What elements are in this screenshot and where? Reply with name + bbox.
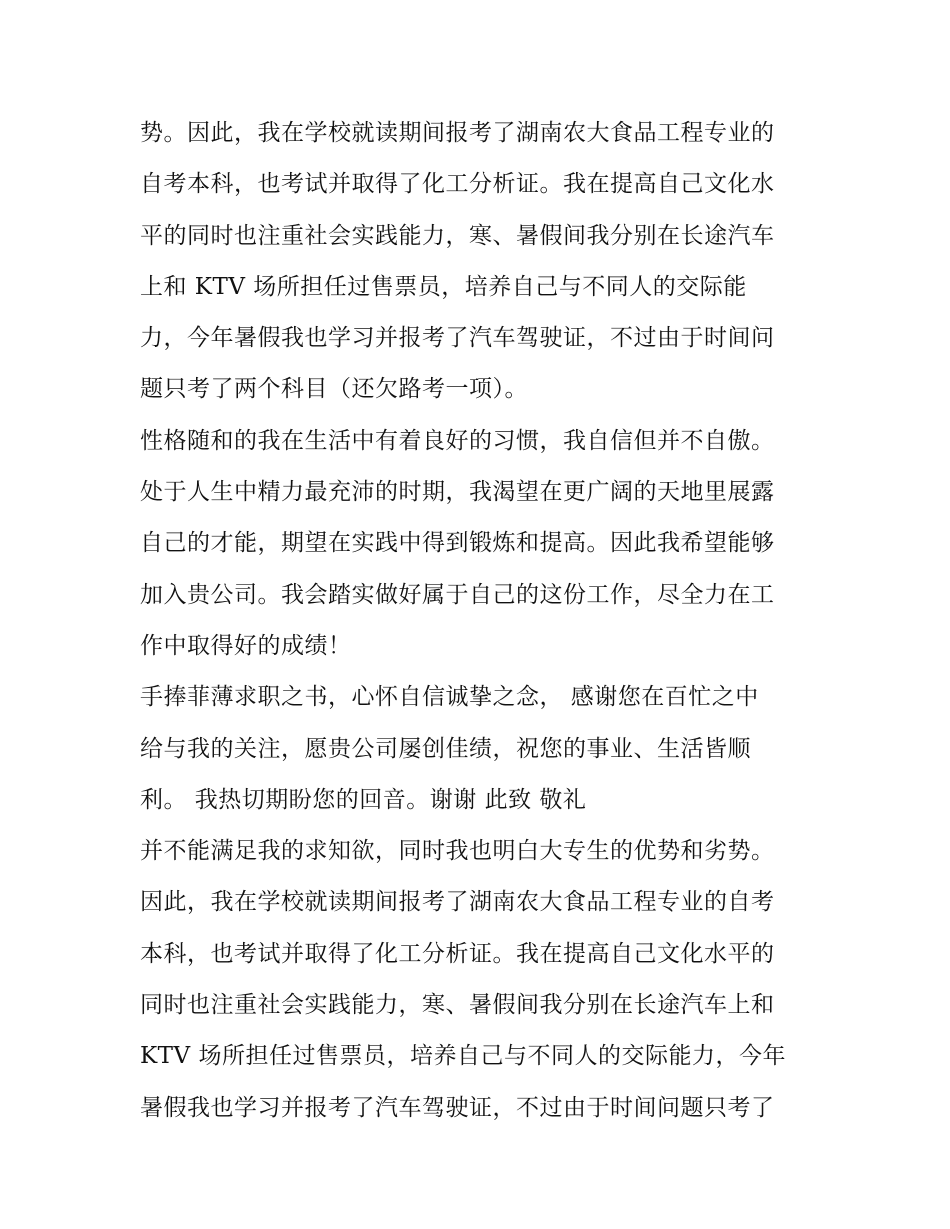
text-line: 平的同时也注重社会实践能力，寒、暑假间我分别在长途汽车 (140, 222, 775, 249)
text-line: 给与我的关注，愿贵公司屡创佳绩，祝您的事业、生活皆顺 (140, 735, 751, 762)
text-line: 上和 KTV 场所担任过售票员，培养自己与不同人的交际能 (140, 273, 747, 300)
text-line: 自己的才能，期望在实践中得到锻炼和提高。因此我希望能够 (140, 530, 775, 557)
text-line: 势。因此，我在学校就读期间报考了湖南农大食品工程专业的 (140, 120, 775, 146)
text-line: KTV 场所担任过售票员，培养自己与不同人的交际能力，今年 (140, 1043, 786, 1070)
text-line: 并不能满足我的求知欲，同时我也明白大专生的优势和劣势。 (140, 838, 775, 865)
text-line: 题只考了两个科目（还欠路考一项）。 (140, 376, 528, 403)
text-line: 因此，我在学校就读期间报考了湖南农大食品工程专业的自考 (140, 889, 775, 916)
text-line: 暑假我也学习并报考了汽车驾驶证，不过由于时间问题只考了 (140, 1094, 775, 1121)
text-line: 加入贵公司。我会踏实做好属于自己的这份工作，尽全力在工 (140, 581, 775, 608)
text-line: 作中取得好的成绩！ (140, 632, 352, 659)
text-line: 自考本科，也考试并取得了化工分析证。我在提高自己文化水 (140, 171, 775, 198)
text-line: 本科，也考试并取得了化工分析证。我在提高自己文化水平的 (140, 940, 775, 967)
document-body (140, 108, 820, 1134)
text-line: 处于人生中精力最充沛的时期，我渴望在更广阔的天地里展露 (140, 479, 775, 506)
text-line: 手捧菲薄求职之书，心怀自信诚挚之念， 感谢您在百忙之中 (140, 684, 759, 711)
text-line: 同时也注重社会实践能力，寒、暑假间我分别在长途汽车上和 (140, 992, 775, 1019)
text-line: 性格随和的我在生活中有着良好的习惯，我自信但并不自傲。 (140, 427, 775, 454)
text-line: 利。 我热切期盼您的回音。谢谢 此致 敬礼 (140, 786, 587, 813)
text-line: 力，今年暑假我也学习并报考了汽车驾驶证，不过由于时间问 (140, 325, 775, 352)
